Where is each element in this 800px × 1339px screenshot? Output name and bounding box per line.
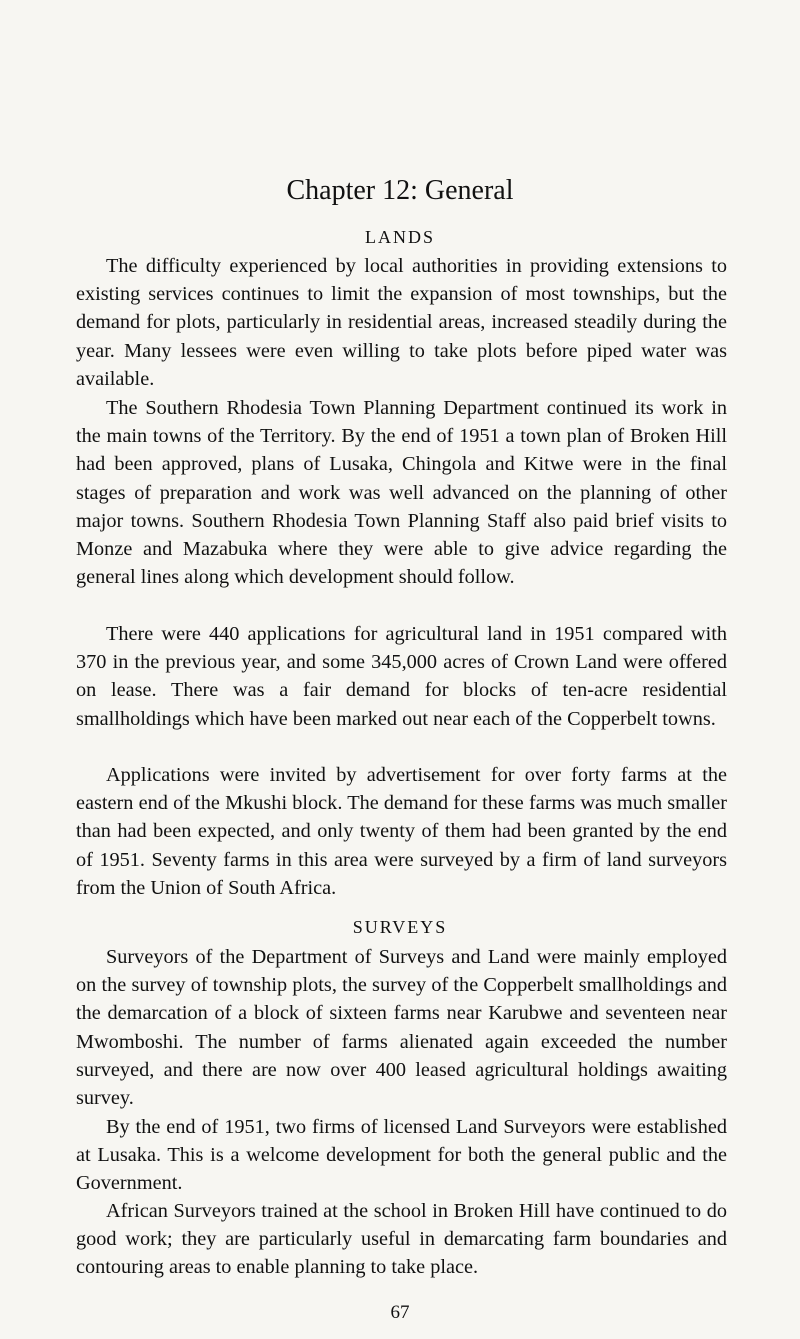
section-heading-surveys: SURVEYS — [352, 917, 448, 937]
lands-paragraph-2: The Southern Rhodesia Town Planning Department continued its work in the main towns of the Territory. By the end of 1951 a town plan of Broken Hill had been approved, plans of Lusaka, Chingola and Kitwe were in the final stages of preparation and work was well advanced on the planning of other major towns. Southern Rhodesia Town Planning Staff also paid brief visits to Monze and Mazabuka where they were able to give advice regarding the general lines along which development should follow. — [76, 397, 727, 589]
page-number: 67 — [390, 1302, 410, 1323]
surveys-paragraph-1: Surveyors of the Department of Surveys and Land were mainly employed on the survey of township plots, the survey of the Copperbelt smallholdings and the demarcation of a block of sixteen farms near Karubwe and seventeen near Mwomboshi. The number of farms alienated again exceeded the number surveyed, and there are now over 400 leased agricultural holdings awaiting survey. — [76, 946, 727, 1110]
lands-paragraph-1: The difficulty experienced by local authorities in providing extensions to existing services continues to limit the expansion of most townships, but the demand for plots, particularly in residential areas, increased steadily during the year. Many lessees were even willing to take plots before piped water was available. — [76, 255, 727, 390]
section-heading-lands: LANDS — [364, 227, 435, 247]
lands-paragraph-4: Applications were invited by advertisement for over forty farms at the eastern end of the Mkushi block. The demand for these farms was much smaller than had been expected, and only twenty of them had been granted by the end of 1951. Seventy farms in this area were surveyed by a firm of land surveyors from the Union of South Africa. — [76, 764, 727, 899]
chapter-title: Chapter 12: General — [286, 175, 514, 206]
surveys-paragraph-2: By the end of 1951, two firms of licensed Land Surveyors were established at Lusaka. This is a welcome development for both the general public and the Government. — [76, 1116, 727, 1195]
lands-paragraph-3: There were 440 applications for agricultural land in 1951 compared with 370 in the previous year, and some 345,000 acres of Crown Land were offered on lease. There was a fair demand for blocks of ten-acre residential smallholdings which have been marked out near each of the Copperbelt towns. — [76, 623, 727, 730]
surveys-paragraph-3: African Surveyors trained at the school in Broken Hill have continued to do good work; they are particularly useful in demarcating farm boundaries and contouring areas to enable planning to take place. — [76, 1200, 727, 1279]
